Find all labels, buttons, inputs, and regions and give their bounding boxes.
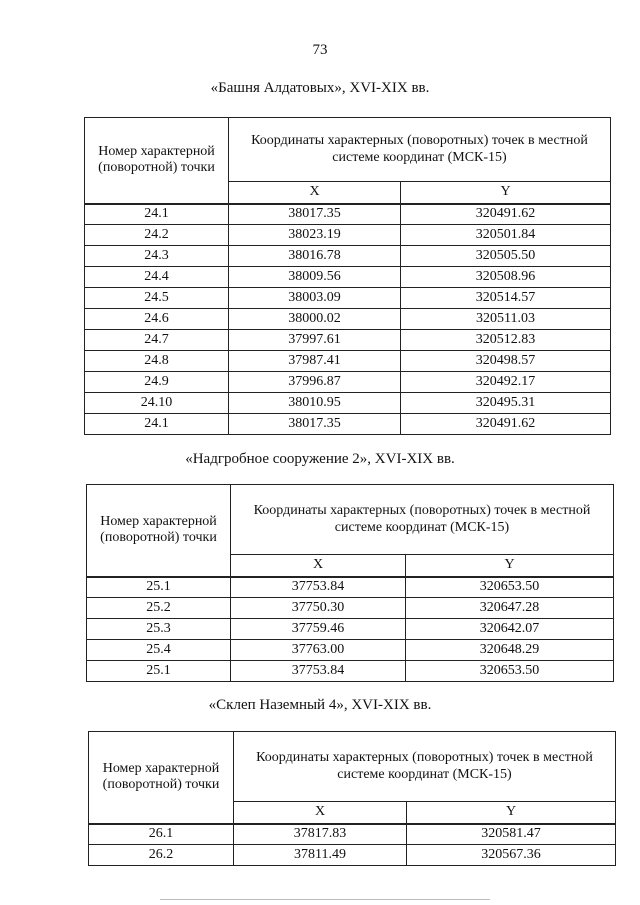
x-cell: 37753.84 xyxy=(231,577,406,598)
y-cell: 320653.50 xyxy=(406,661,614,682)
x-cell: 37763.00 xyxy=(231,640,406,661)
table-row xyxy=(85,414,611,435)
coordinates-header: Координаты характерных (поворотных) точек в местной системе координат (МСК-15) xyxy=(234,732,616,802)
table-row xyxy=(87,577,614,598)
x-cell: 37997.61 xyxy=(229,330,401,351)
x-column-header: X xyxy=(231,555,406,577)
x-cell: 38010.95 xyxy=(229,393,401,414)
table-row xyxy=(85,246,611,267)
table-row xyxy=(89,845,616,866)
coordinates-table-sklep xyxy=(88,731,616,866)
x-cell: 38016.78 xyxy=(229,246,401,267)
table-row xyxy=(85,330,611,351)
point-number-header: Номер характерной (поворотной) точки xyxy=(89,732,234,824)
y-cell: 320501.84 xyxy=(401,225,611,246)
point-cell: 24.2 xyxy=(85,225,229,246)
x-cell: 37753.84 xyxy=(231,661,406,682)
y-column-header: Y xyxy=(406,555,614,577)
table-row xyxy=(85,288,611,309)
table-row xyxy=(87,640,614,661)
x-column-header: X xyxy=(234,802,407,824)
x-cell: 38017.35 xyxy=(229,414,401,435)
table-row xyxy=(87,598,614,619)
y-cell: 320642.07 xyxy=(406,619,614,640)
section-title-nadgrobnoe: «Надгробное сооружение 2», XVI-XIX вв. xyxy=(185,451,455,467)
point-number-header: Номер характерной (поворотной) точки xyxy=(87,485,231,577)
point-cell: 24.10 xyxy=(85,393,229,414)
table-row xyxy=(85,372,611,393)
y-cell: 320491.62 xyxy=(401,414,611,435)
point-cell: 25.4 xyxy=(87,640,231,661)
point-cell: 26.1 xyxy=(89,824,234,845)
page-number: 73 xyxy=(312,42,328,58)
x-column-header: X xyxy=(229,182,401,204)
y-cell: 320491.62 xyxy=(401,204,611,225)
coordinates-header: Координаты характерных (поворотных) точек в местной системе координат (МСК-15) xyxy=(229,118,611,182)
point-cell: 24.9 xyxy=(85,372,229,393)
bottom-scan-rule xyxy=(160,899,490,900)
x-cell: 37817.83 xyxy=(234,824,407,845)
x-cell: 38009.56 xyxy=(229,267,401,288)
y-column-header: Y xyxy=(407,802,616,824)
point-cell: 24.4 xyxy=(85,267,229,288)
x-cell: 38000.02 xyxy=(229,309,401,330)
y-cell: 320514.57 xyxy=(401,288,611,309)
point-cell: 25.1 xyxy=(87,661,231,682)
x-cell: 37750.30 xyxy=(231,598,406,619)
table-row xyxy=(85,393,611,414)
point-cell: 24.1 xyxy=(85,204,229,225)
x-cell: 37811.49 xyxy=(234,845,407,866)
y-cell: 320492.17 xyxy=(401,372,611,393)
point-cell: 24.5 xyxy=(85,288,229,309)
point-cell: 24.8 xyxy=(85,351,229,372)
table-row xyxy=(85,309,611,330)
coordinates-header: Координаты характерных (поворотных) точек в местной системе координат (МСК-15) xyxy=(231,485,614,555)
x-cell: 38023.19 xyxy=(229,225,401,246)
point-cell: 24.7 xyxy=(85,330,229,351)
point-cell: 24.6 xyxy=(85,309,229,330)
y-cell: 320647.28 xyxy=(406,598,614,619)
table-row xyxy=(87,661,614,682)
table-row xyxy=(85,204,611,225)
y-cell: 320505.50 xyxy=(401,246,611,267)
section-title-sklep: «Склеп Наземный 4», XVI-XIX вв. xyxy=(208,697,432,713)
x-cell: 38003.09 xyxy=(229,288,401,309)
y-cell: 320508.96 xyxy=(401,267,611,288)
coordinates-table-nadgrobnoe xyxy=(86,484,614,682)
point-cell: 24.1 xyxy=(85,414,229,435)
point-cell: 25.3 xyxy=(87,619,231,640)
table-row xyxy=(85,351,611,372)
y-cell: 320511.03 xyxy=(401,309,611,330)
table-row xyxy=(89,824,616,845)
y-cell: 320581.47 xyxy=(407,824,616,845)
y-column-header: Y xyxy=(401,182,611,204)
table-row xyxy=(85,267,611,288)
y-cell: 320567.36 xyxy=(407,845,616,866)
point-cell: 26.2 xyxy=(89,845,234,866)
y-cell: 320512.83 xyxy=(401,330,611,351)
x-cell: 37996.87 xyxy=(229,372,401,393)
y-cell: 320648.29 xyxy=(406,640,614,661)
point-cell: 25.1 xyxy=(87,577,231,598)
y-cell: 320498.57 xyxy=(401,351,611,372)
y-cell: 320495.31 xyxy=(401,393,611,414)
point-cell: 24.3 xyxy=(85,246,229,267)
point-cell: 25.2 xyxy=(87,598,231,619)
table-row xyxy=(85,225,611,246)
coordinates-table-bashnya xyxy=(84,117,611,435)
table-row xyxy=(87,619,614,640)
x-cell: 37987.41 xyxy=(229,351,401,372)
point-number-header: Номер характерной (поворотной) точки xyxy=(85,118,229,204)
x-cell: 38017.35 xyxy=(229,204,401,225)
x-cell: 37759.46 xyxy=(231,619,406,640)
y-cell: 320653.50 xyxy=(406,577,614,598)
section-title-bashnya: «Башня Алдатовых», XVI-XIX вв. xyxy=(210,80,430,96)
